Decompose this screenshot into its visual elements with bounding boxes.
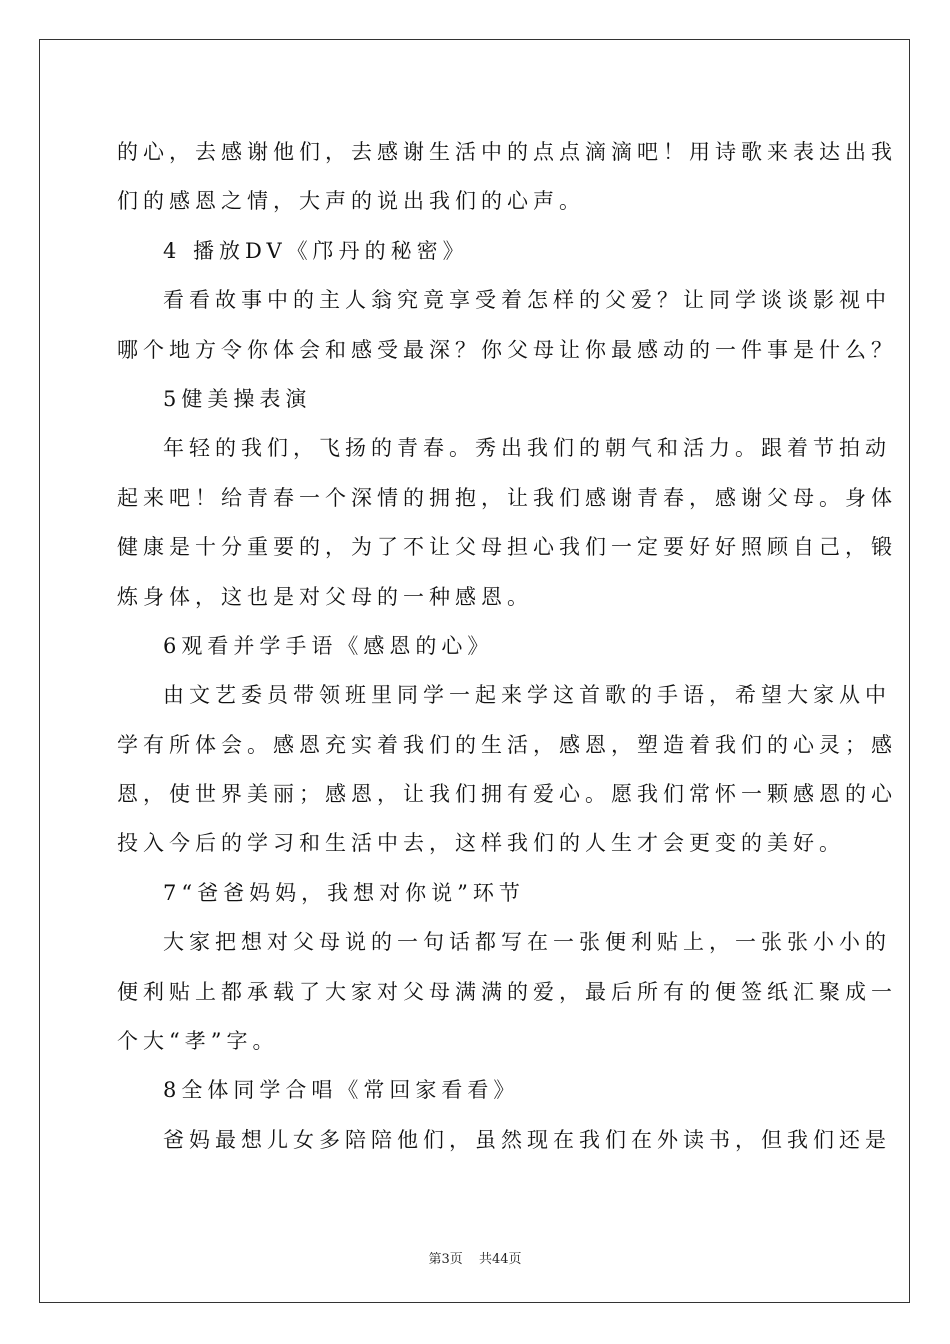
text-line: 哪个地方令你体会和感受最深？你父母让你最感动的一件事是什么？	[117, 337, 897, 362]
text-line: 们的感恩之情，大声的说出我们的心声。	[117, 189, 585, 214]
text-line: 便利贴上都承载了大家对父母满满的爱，最后所有的便签纸汇聚成一	[117, 979, 897, 1004]
text-line: 看看故事中的主人翁究竟享受着怎样的父爱？让同学谈谈影视中	[163, 288, 891, 313]
text-line: 学有所体会。感恩充实着我们的生活，感恩，塑造着我们的心灵；感	[117, 732, 897, 757]
text-line: 由文艺委员带领班里同学一起来学这首歌的手语，希望大家从中	[163, 683, 891, 708]
section-heading: 7“爸爸妈妈，我想对你说”环节	[163, 880, 525, 905]
text-line: 恩，使世界美丽；感恩，让我们拥有爱心。愿我们常怀一颗感恩的心	[117, 782, 897, 807]
text-line: 爸妈最想儿女多陪陪他们，虽然现在我们在外读书，但我们还是	[163, 1127, 891, 1152]
text-line: 年轻的我们，飞扬的青春。秀出我们的朝气和活力。跟着节拍动	[163, 436, 891, 461]
text-line: 大家把想对父母说的一句话都写在一张便利贴上，一张张小小的	[163, 930, 891, 955]
section-heading: 8全体同学合唱《常回家看看》	[163, 1078, 520, 1103]
section-heading: 6观看并学手语《感恩的心》	[163, 633, 494, 658]
section-heading: 5健美操表演	[163, 386, 312, 411]
text-line: 起来吧！给青春一个深情的拥抱，让我们感谢青春，感谢父母。身体	[117, 485, 897, 510]
total-pages: 共44页	[478, 1252, 522, 1267]
text-line: 炼身体，这也是对父母的一种感恩。	[117, 584, 533, 609]
document-body	[117, 128, 897, 1165]
text-line: 的心，去感谢他们，去感谢生活中的点点滴滴吧！用诗歌来表达出我	[117, 140, 897, 164]
page-footer	[0, 1248, 950, 1267]
text-line: 投入今后的学习和生活中去，这样我们的人生才会更变的美好。	[117, 831, 845, 856]
text-line: 健康是十分重要的，为了不让父母担心我们一定要好好照顾自己，锻	[117, 535, 897, 560]
section-heading: 4 播放DV《邝丹的秘密》	[163, 238, 469, 263]
text-line: 个大“孝”字。	[117, 1029, 279, 1054]
page-number: 第3页	[428, 1252, 463, 1267]
